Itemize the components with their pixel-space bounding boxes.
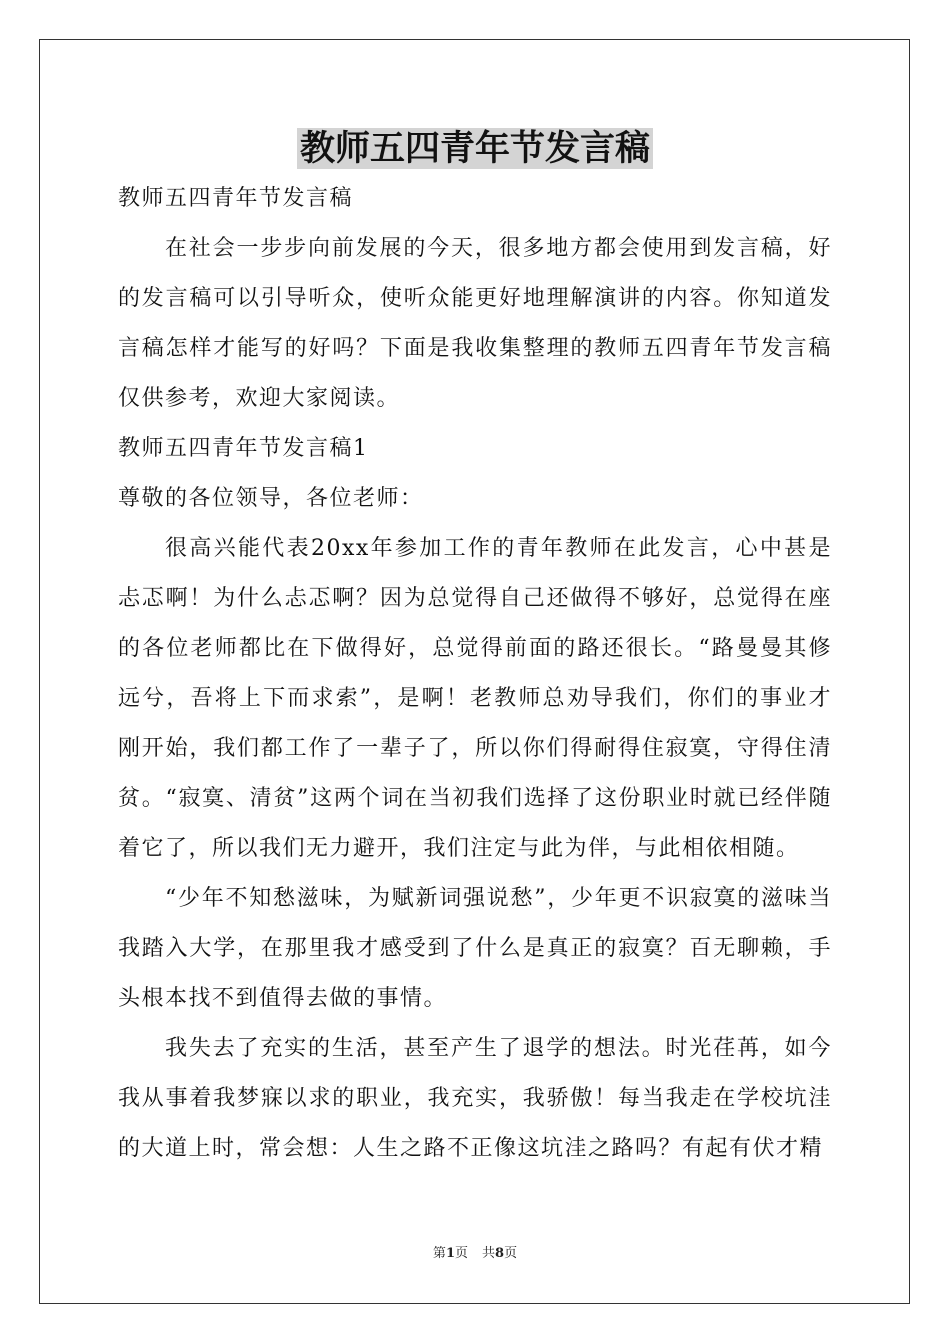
body-paragraph-5: 很高兴能代表20xx年参加工作的青年教师在此发言，心中甚是忐忑啊！为什么忐忑啊？因为总觉得自己还做得不够好，总觉得在座的各位老师都比在下做得好，总觉得前面的路还很长。“路曼曼其修远兮，吾将上下而求索”，是啊！老教师总劝导我们，你们的事业才刚开始，我们都工作了一辈子了，所以你们得耐得住寂寞，守得住清贫。“寂寞、清贫”这两个词在当初我们选择了这份职业时就已经伴随着它了，所以我们无力避开，我们注定与此为伴，与此相依相随。: [118, 536, 832, 861]
total-pages-suffix: 页: [504, 1246, 518, 1261]
body-paragraph-1: 教师五四青年节发言稿: [118, 186, 354, 211]
page-footer: [0, 1244, 950, 1264]
document-title-text: 教师五四青年节发言稿: [297, 128, 653, 169]
total-pages-number: 8: [495, 1246, 505, 1261]
current-page-number: 1: [445, 1246, 455, 1261]
body-paragraph-6: “少年不知愁滋味，为赋新词强说愁”，少年更不识寂寞的滋味当我踏入大学，在那里我才感受到了什么是真正的寂寞？百无聊赖，手头根本找不到值得去做的事情。: [118, 886, 832, 1011]
page-number-suffix: 页: [454, 1246, 468, 1261]
page-number-prefix: 第: [432, 1246, 446, 1261]
document-title: [0, 124, 950, 174]
body-paragraph-4: 尊敬的各位领导，各位老师：: [118, 486, 424, 511]
document-body: [118, 174, 832, 1174]
total-pages-prefix: 共: [482, 1246, 496, 1261]
body-paragraph-3: 教师五四青年节发言稿1: [118, 436, 369, 461]
body-paragraph-2: 在社会一步步向前发展的今天，很多地方都会使用到发言稿，好的发言稿可以引导听众，使听众能更好地理解演讲的内容。你知道发言稿怎样才能写的好吗？下面是我收集整理的教师五四青年节发言稿仅供参考，欢迎大家阅读。: [118, 236, 832, 411]
body-paragraph-7: 我失去了充实的生活，甚至产生了退学的想法。时光荏苒，如今我从事着我梦寐以求的职业，我充实，我骄傲！每当我走在学校坑洼的大道上时，常会想：人生之路不正像这坑洼之路吗？有起有伏才精: [118, 1036, 832, 1161]
